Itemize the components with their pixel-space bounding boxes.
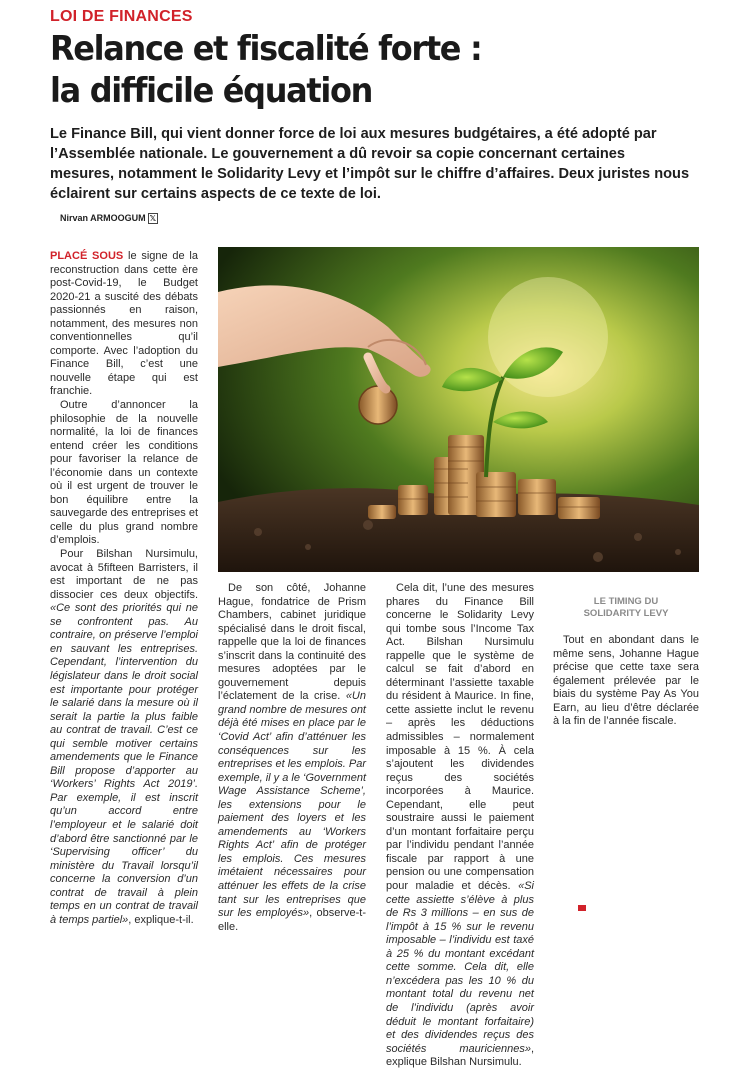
- photo-illustration: [218, 247, 699, 572]
- twitter-icon[interactable]: 𝕏: [149, 214, 157, 223]
- paragraph-4: De son côté, Johanne Hague, fondatrice de Prism Chambers, cabinet juridique spécialisé dans le droit fiscal, rappelle que la loi de finances s’inscrit dans la continuité des mesures adoptées par le gouvernement depuis l’éclatement de la crise. «Un grand nombre de mesures ont déjà été mises en place par le ‘Covid Act’ afin d’atténuer les conséquences sur les entreprises et les emplois. Par exemple, il y a le ‘Government Wage Assistance Scheme’, les extensions pour le paiement des loyers et les amendements au ‘Workers Rights Act’ afin de protéger les emplois. Ces mesures imétaient nécessaires pour atténuer les effets de la crise tant sur les entreprises que sur les employés», observe-t-elle.: [218, 582, 366, 933]
- lead-in: PLACÉ SOUS: [50, 250, 124, 262]
- lead-paragraph: Le Finance Bill, qui vient donner force de loi aux mesures budgétaires, a été adopté par l’Assemblée nationale. Le gouvernement a dû revoir sa copie concernant certaines mesures, notamment le Solidarity Levy et l’impôt sur le chiffre d’affaires. Deux juristes nous éclairent sur certains aspects de ce texte de loi.: [50, 126, 690, 202]
- section-label: LOI DE FINANCES: [50, 8, 193, 25]
- body-column-2: [218, 582, 366, 933]
- paragraph-5: Cela dit, l’une des mesures phares du Finance Bill concerne le Solidarity Levy qui tombe sous l’Income Tax Act. Bilshan Nursimulu rappelle que le système de calcul se fait d’abord en déterminant l’assiette taxable du résident à Maurice. In fine, cette assiette inclut le revenu – après les déductions admissibles – normalement imposable à 15 %. À cela s’ajoutent les dividendes reçus des sociétés incorporées à Maurice. Cependant, elle peut soustraire aussi le paiement d’un montant forfaitaire perçu par l’individu pendant l’année fiscale par rapport à une pension ou une compensation pour maladie et décès. «Si cette assiette s’élève à plus de Rs 3 millions – en sus de l’impôt à 15 % sur le revenu imposable – l’individu est taxé à 25 % du montant excédant cette somme. Cela dit, elle n’excédera pas les 10 % du montant total du revenu net de l’individu (après avoir déduit le montant forfaitaire) et des dividendes reçus des sociétés mauriciennes», explique Bilshan Nursimulu.: [386, 582, 534, 1069]
- byline: [60, 213, 158, 223]
- body-column-3: [386, 582, 534, 1069]
- headline: [50, 28, 652, 112]
- body-column-1: [50, 250, 198, 926]
- body-column-4: [553, 582, 699, 729]
- end-marker: [578, 905, 586, 911]
- coins-and-seedling-photo: [218, 247, 699, 572]
- paragraph-6: Tout en abondant dans le même sens, Johanne Hague précise que cette taxe sera également prélevée par le biais du système Pay As You Earn, au lieu d’être déclarée à la fin de l’année fiscale.: [553, 634, 699, 728]
- headline-line-1: Relance et fiscalité forte :: [50, 29, 482, 69]
- paragraph-2: Outre d’annoncer la philosophie de la nouvelle normalité, la loi de finances entend créer les conditions pour favoriser la relance de l’économie dans un contexte où il est urgent de trouver le bon équilibre entre la sauvegarde des entreprises et celle du plus grand nombre d’emplois.: [50, 399, 198, 547]
- author-name: Nirvan ARMOOGUM: [60, 213, 146, 223]
- subheading: LE TIMING DU SOLIDARITY LEVY: [583, 596, 669, 619]
- paragraph-3: Pour Bilshan Nursimulu, avocat à 5fifteen Barristers, il est important de ne pas dissocier ces deux objectifs. «Ce sont des priorités qui ne se confrontent pas. Au contraire, on préserve l’emploi en sauvant les entreprises. Cependant, l’intervention du législateur dans le droit social est importante pour protéger le salarié dans la mesure où il serait la partie la plus faible au contrat de travail. C’est ce qui semble motiver certains amendements que le Finance Bill propose d’apporter au ‘Workers’ Rights Act 2019’. Par exemple, il est inscrit qu’un accord entre l’employeur et le salarié doit d’abord être sanctionné par le ‘Supervising officer’ du ministère du Travail lorsqu’il concerne la conversion d’un contrat de travail à plein temps en un contrat de travail à temps partiel», explique-t-il.: [50, 548, 198, 926]
- headline-line-2: la difficile équation: [50, 71, 373, 111]
- paragraph-1: PLACÉ SOUS le signe de la reconstruction dans cette ère post-Covid-19, le Budget 2020-21 a suscité des débats passionnés en raison, notamment, des mesures non conventionnelles qu’il comporte. Avec l’adoption du Finance Bill, c’est une nouvelle étape qui est franchie.: [50, 250, 198, 398]
